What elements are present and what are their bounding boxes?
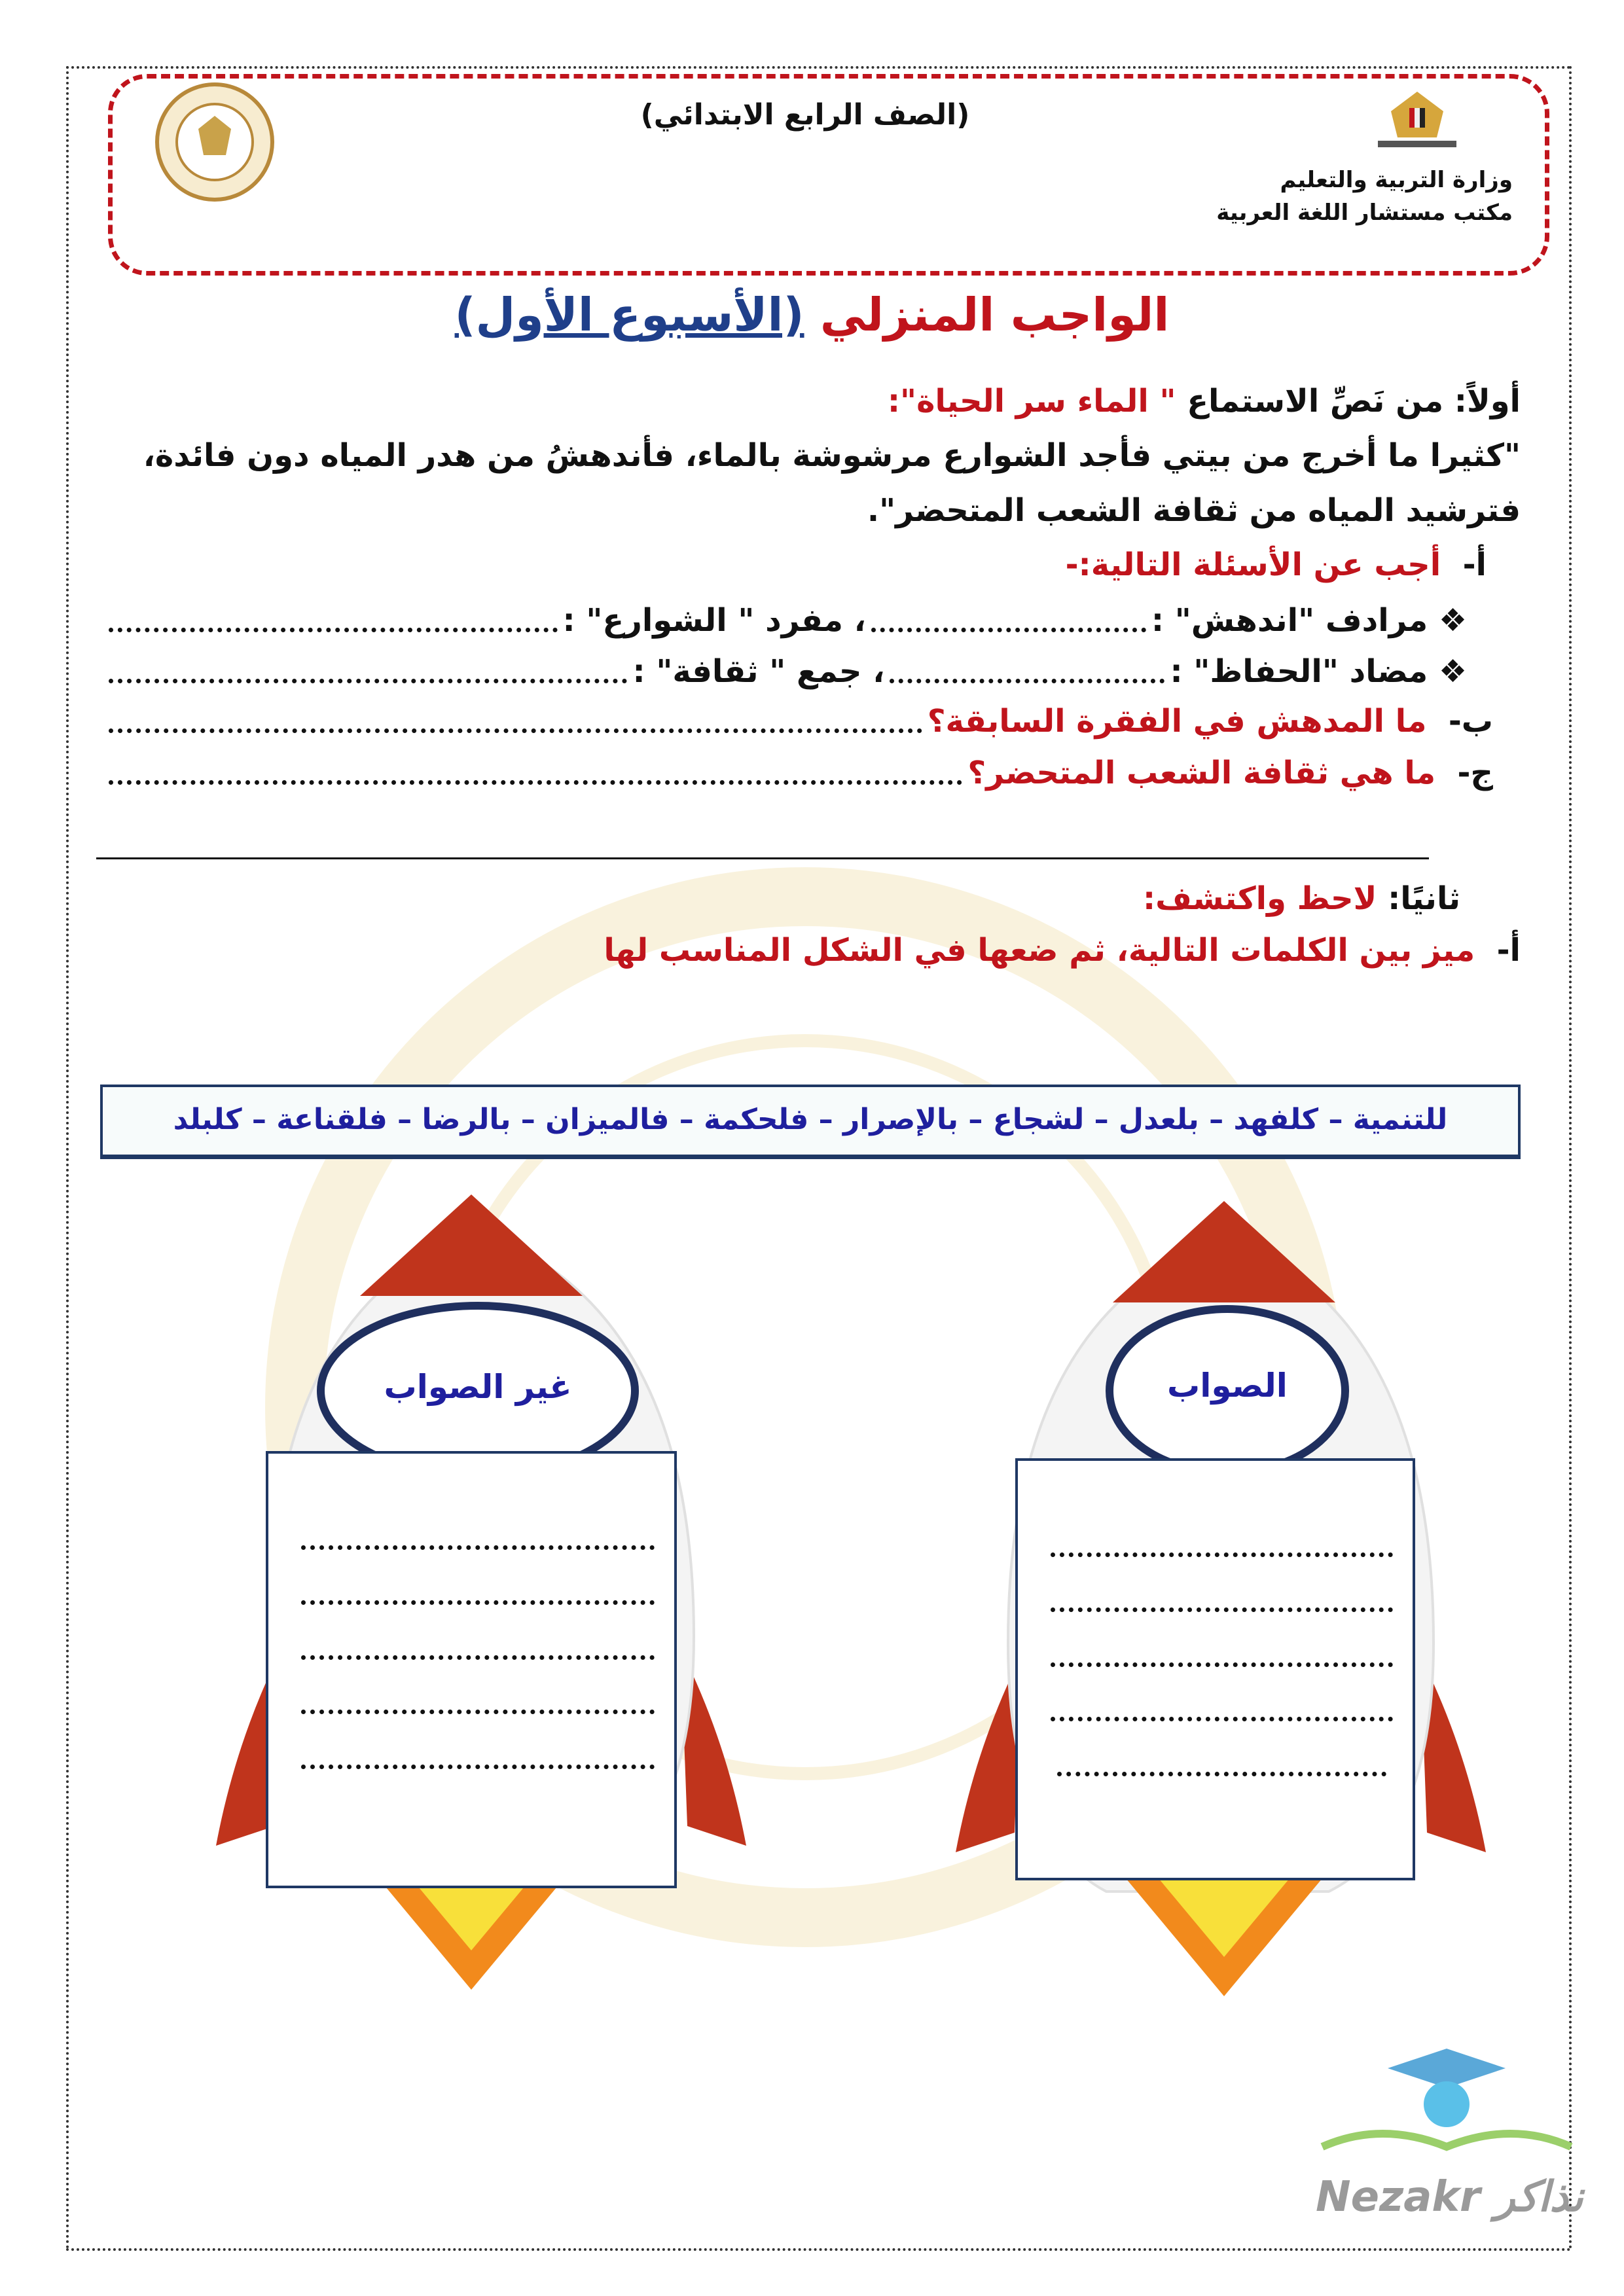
grade-label: (الصف الرابع الابتدائي) (640, 98, 970, 132)
part2-q-text: ميز بين الكلمات التالية، ثم ضعها في الشكل المناسب لها (604, 932, 1475, 969)
part2-question (103, 932, 1521, 969)
part2-q-label: أ- (1496, 932, 1521, 969)
vocab-row-1 (103, 602, 1467, 639)
q-b-text: ما المدهش في الفقرة السابقة؟ (927, 703, 1427, 740)
part2-heading-text: ثانيًا: (1388, 880, 1460, 917)
singular-prompt: ، مفرد " الشوارع" : (562, 602, 866, 639)
plural-answer-blank[interactable] (109, 679, 627, 683)
plural-prompt: ، جمع " ثقافة" : (632, 653, 885, 690)
incorrect-answer-box[interactable] (266, 1451, 677, 1888)
q-b-answer-blank[interactable] (109, 728, 922, 733)
antonym-prompt: ❖ مضاد "الحفاظ" : (1170, 653, 1467, 690)
singular-answer-blank[interactable] (109, 628, 558, 632)
synonym-prompt: ❖ مرادف "اندهش" : (1151, 602, 1467, 639)
question-a (103, 547, 1487, 583)
q-a-label: أ- (1462, 547, 1487, 583)
question-c (103, 755, 1493, 791)
page-title (0, 288, 1624, 342)
title-main: الواجب المنزلي (820, 288, 1170, 342)
q-b-label: ب- (1448, 703, 1493, 740)
word-bank: للتنمية – كلفهد – بلعدل – لشجاع – بالإصرار – فلحكمة – فالميزان – بالرضا – فلقناعة – كلبلد (100, 1085, 1521, 1159)
synonym-answer-blank[interactable] (871, 628, 1146, 632)
q-c-answer-blank[interactable] (109, 780, 962, 785)
part2-heading-red: لاحظ واكتشف: (1142, 880, 1377, 917)
listening-text-title: " الماء سر الحياة": (887, 383, 1176, 420)
ministry-name: وزارة التربية والتعليم (1280, 167, 1513, 193)
q-a-text: أجب عن الأسئلة التالية:- (1065, 547, 1441, 583)
office-name: مكتب مستشار اللغة العربية (1216, 200, 1513, 226)
antonym-answer-blank[interactable] (890, 679, 1164, 683)
q-c-label: ج- (1457, 755, 1493, 791)
correct-label: الصواب (1167, 1367, 1288, 1405)
part1-heading-text: أولاً: من نَصِّ الاستماع (1187, 383, 1521, 420)
nezakr-logo-icon (1309, 2049, 1584, 2166)
passage-line-1: "كثيرا ما أخرج من بيتي فأجد الشوارع مرشوشة بالماء، فأندهشُ من هدر المياه دون فائدة، (143, 437, 1521, 474)
rocket-nose (1113, 1201, 1335, 1302)
vocab-row-2 (103, 653, 1467, 690)
correct-answer-box[interactable] (1015, 1458, 1415, 1880)
title-week: (الأسبوع الأول) (454, 288, 804, 342)
passage-line-2: فترشيد المياه من ثقافة الشعب المتحضر". (867, 492, 1521, 529)
egypt-emblem-logo (1371, 85, 1463, 151)
q-c-text: ما هي ثقافة الشعب المتحضر؟ (967, 755, 1436, 791)
ministry-seal-logo (153, 80, 277, 204)
question-b (103, 703, 1493, 740)
footer-brand: Nezakr نذاكر (1316, 2173, 1583, 2221)
rocket-nose (360, 1194, 583, 1296)
incorrect-label: غير الصواب (384, 1368, 572, 1406)
part2-heading (103, 880, 1460, 917)
section-divider (96, 857, 1429, 859)
part1-heading (103, 383, 1521, 420)
